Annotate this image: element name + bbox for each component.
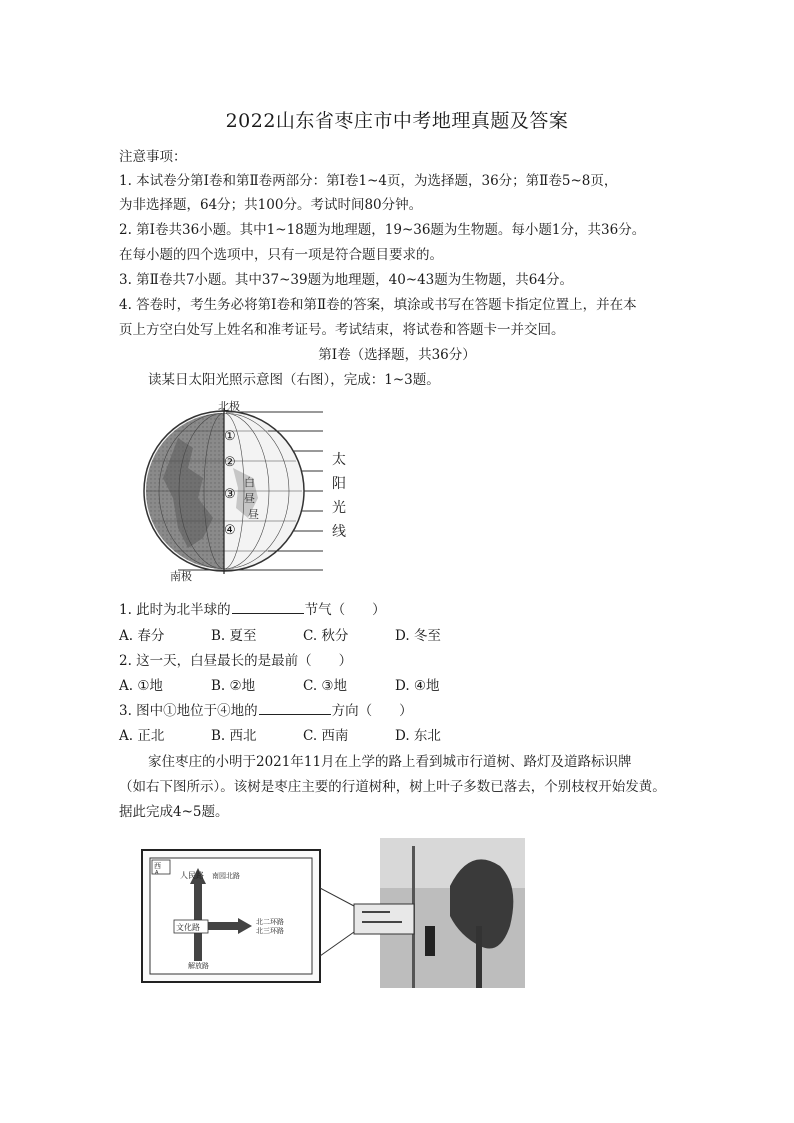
north-pole-label: 北极 — [218, 400, 240, 413]
page-title: 2022山东省枣庄市中考地理真题及答案 — [225, 110, 569, 132]
question-1-tail: 节气（ ） — [304, 602, 386, 618]
road-sign-figure — [140, 826, 530, 1000]
sunlight-label: 阳 — [332, 476, 346, 492]
road-sign-photo — [354, 904, 414, 934]
question-1-options — [119, 624, 487, 644]
question-3 — [119, 699, 413, 719]
note-line: 2. 第Ⅰ卷共36小题。其中1~18题为地理题，19~36题为生物题。每小题1分，共36分。 — [119, 222, 646, 238]
intro-2-line: （如右下图所示）。该树是枣庄主要的行道树种，树上叶子多数已落去，个别枝杈开始发黄。 — [119, 779, 666, 795]
option-b: B. 西北 — [211, 728, 257, 744]
answer-blank — [232, 601, 304, 614]
intro-2-line: 据此完成4~5题。 — [119, 804, 229, 820]
question-2: 2. 这一天，白昼最长的是最前（ ） — [119, 653, 353, 669]
road-top-label: 人民路 — [180, 871, 204, 880]
question-2-options — [119, 674, 487, 694]
option-c: C. 秋分 — [303, 628, 349, 644]
sunlight-label: 线 — [332, 524, 346, 540]
option-a: A. 正北 — [119, 728, 165, 744]
question-3-options — [119, 724, 487, 744]
question-1 — [119, 598, 386, 618]
note-line: 在每小题的四个选项中，只有一项是符合题目要求的。 — [119, 247, 443, 263]
road-right-label-1: 北二环路 — [256, 918, 284, 926]
notes-heading: 注意事项： — [119, 149, 187, 165]
road-bottom-label: 解放路 — [188, 962, 209, 970]
sunlight-diagram — [118, 398, 380, 584]
tree-trunk — [476, 926, 482, 988]
pole-base — [425, 926, 435, 956]
grid-label: 白 — [244, 476, 255, 489]
option-c: C. ③地 — [303, 678, 348, 694]
grid-label: 昼 — [248, 508, 259, 521]
question-3-tail: 方向（ ） — [331, 703, 413, 719]
option-b: B. 夏至 — [211, 628, 257, 644]
question-1-text: 1. 此时为北半球的 — [119, 602, 231, 618]
marker-3: ③ — [224, 487, 236, 502]
marker-1: ① — [224, 429, 236, 444]
note-line: 页上方空白处写上姓名和准考证号。考试结束，将试卷和答题卡一并交回。 — [119, 322, 565, 338]
sunlight-label: 太 — [332, 452, 346, 468]
note-line: 3. 第Ⅱ卷共7小题。其中37~39题为地理题，40~43题为生物题，共64分。 — [119, 272, 573, 288]
intro-1: 读某日太阳光照示意图（右图），完成：1~3题。 — [148, 372, 440, 388]
answer-blank — [259, 702, 331, 715]
option-a: A. ①地 — [119, 678, 163, 694]
intro-2-line: 家住枣庄的小明于2021年11月在上学的路上看到城市行道树、路灯及道路标识牌 — [148, 754, 632, 770]
south-pole-label: 南极 — [170, 570, 192, 583]
note-line: 为非选择题，64分；共100分。考试时间80分钟。 — [119, 197, 423, 213]
option-d: D. ④地 — [395, 678, 440, 694]
marker-4: ④ — [224, 523, 236, 538]
question-3-text: 3. 图中①地位于④地的 — [119, 703, 258, 719]
option-b: B. ②地 — [211, 678, 256, 694]
road-right-label-2: 北三环路 — [256, 927, 284, 935]
grid-label: 昼 — [244, 492, 255, 505]
sunlight-label: 光 — [332, 500, 346, 516]
option-c: C. 西南 — [303, 728, 349, 744]
note-line: 1. 本试卷分第Ⅰ卷和第Ⅱ卷两部分：第Ⅰ卷1~4页，为选择题，36分；第Ⅱ卷5~8页， — [119, 173, 618, 189]
note-line: 4. 答卷时，考生务必将第Ⅰ卷和第Ⅱ卷的答案，填涂或书写在答题卡指定位置上，并在本 — [119, 297, 637, 313]
road-left-label: 文化路 — [176, 923, 200, 932]
option-a: A. 春分 — [119, 628, 165, 644]
sign-corner: A — [155, 870, 159, 876]
option-d: D. 冬至 — [395, 628, 441, 644]
section-title: 第Ⅰ卷（选择题，共36分） — [318, 347, 476, 363]
marker-2: ② — [224, 455, 236, 470]
sign-corner: 西 — [154, 862, 161, 870]
option-d: D. 东北 — [395, 728, 441, 744]
road-top-label-2: 南园北路 — [212, 872, 240, 880]
